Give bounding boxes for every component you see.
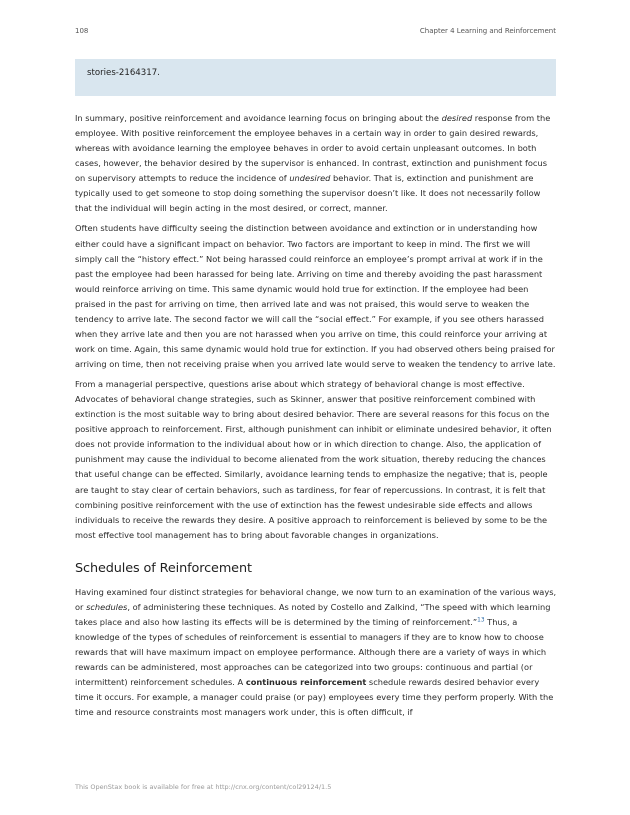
text-run: response from the employee. With positive reinforcement the employee behaves in a certain way in order to gain desired rewards, whereas with avoidance learning the employee behaves in order to avoid certain unpleasant outcomes. In both cases, however, the behavior desired by the supervisor is enhanced. In contrast, extinction and punishment focus on supervisory attempts to reduce the incidence of xyxy=(75,113,551,184)
paragraph-history-effect: Often students have difficulty seeing the distinction between avoidance and extinction or in understanding how either could have a significant impact on behavior. Two factors are important to keep in mind. The first we will simply call the “history effect.” Not being harassed could reinforce an employee’s prompt arrival at work if in the past the employee had been harassed for being late. Arriving on time and thereby avoiding the past harassment would reinforce arriving on time. This same dynamic would hold true for extinction. If the employee had been praised in the past for arriving on time, then arrived late and was not praised, this would serve to weaken the tendency to arrive late. The second factor we will call the “social effect.” For example, if you see others harassed when they arrive late and then you are not harassed when you arrive on time, this could reinforce your arriving at work on time. Again, this same dynamic would hold true for extinction. If you had observed others being praised for arriving on time, then not receiving praise when you arrived late would serve to weaken the tendency to arrive late. xyxy=(75,223,556,369)
page-number: 108 xyxy=(75,27,89,35)
text-run: Having examined four distinct strategies for behavioral change, we now turn to an examination of the various ways, or xyxy=(75,586,557,612)
emphasis: undesired xyxy=(289,173,331,184)
text-run: behavior. That is, extinction and punishment are typically used to get someone to stop doing something the supervisor doesn’t like. It does not necessarily follow that the individual will begin acting in the most desired, or correct, manner. xyxy=(75,173,541,214)
section-heading: Schedules of Reinforcement xyxy=(75,560,252,576)
paragraph-managerial-perspective: From a managerial perspective, questions arise about which strategy of behavioral change is most effective. Advocates of behavioral change strategies, such as Skinner, answer that positive reinforcement combined with extinction is the most suitable way to bring about desired behavior. There are several reasons for this focus on the positive approach to reinforcement. First, although punishment can inhibit or eliminate undesired behavior, it often does not provide information to the individual about how or in which direction to change. Also, the application of punishment may cause the individual to become alienated from the work situation, thereby reducing the chances that useful change can be effected. Similarly, avoidance learning tends to emphasize the negative; that is, people are taught to stay clear of certain behaviors, such as tardiness, for fear of repercussions. In contrast, it is felt that combining positive reinforcement with the use of extinction has the fewest undesirable side effects and allows individuals to receive the rewards they desire. A positive approach to reinforcement is believed by some to be the most effective tool management has to bring about favorable changes in organizations. xyxy=(75,379,552,540)
callout-text: stories-2164317. xyxy=(87,68,160,78)
emphasis: desired xyxy=(441,113,473,123)
running-header: Chapter 4 Learning and Reinforcement xyxy=(419,27,556,35)
paragraph-schedules xyxy=(75,585,559,721)
text-run: In summary, positive reinforcement and avoidance learning focus on bringing about the xyxy=(75,113,442,123)
bold-term: continuous reinforcement xyxy=(245,677,367,688)
callout-box xyxy=(75,59,556,96)
text-run: Thus, a knowledge of the types of schedules of reinforcement is essential to managers if they are to know how to choose rewards that will have maximum impact on employee performance. Although there are a variety of ways in which rewards can be administered, most approaches can be categorized into two groups: continuous and partial (or intermittent) reinforcement schedules. A xyxy=(75,616,547,688)
text-run: , of administering these techniques. As noted by Costello and Zalkind, “The speed with which learning takes place and also how lasting its effects will be is determined by the timing of reinforcement.” xyxy=(75,601,551,627)
page-footer: This OpenStax book is available for free at http://cnx.org/content/col29124/1.5 xyxy=(75,783,332,791)
footnote-link[interactable]: 13 xyxy=(477,617,485,624)
emphasis: schedules xyxy=(86,601,128,612)
paragraph-summary xyxy=(75,111,559,216)
main-content xyxy=(75,111,559,725)
text-run: schedule rewards desired behavior every time it occurs. For example, a manager could praise (or pay) employees every time they perform properly. With the time and resource constraints most managers work under, this is often difficult, if xyxy=(75,677,554,718)
